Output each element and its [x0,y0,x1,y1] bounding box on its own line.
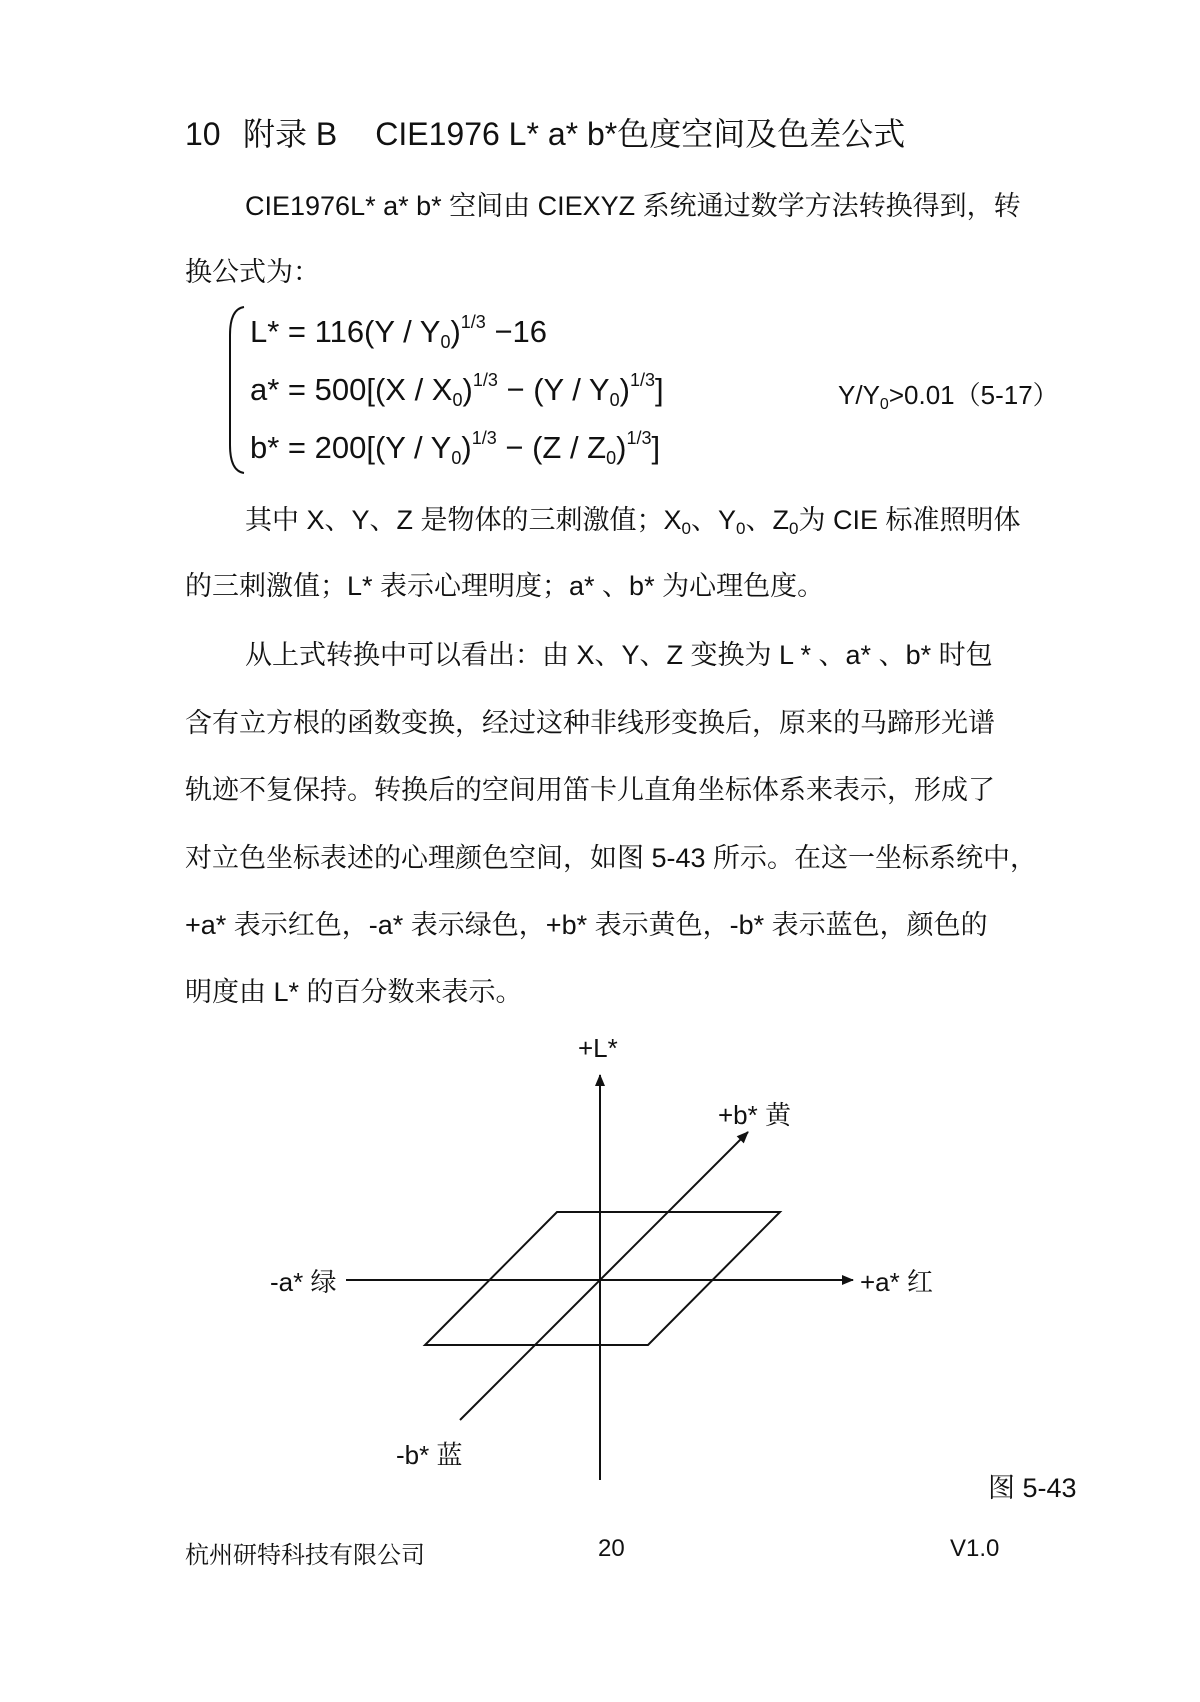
formula-condition: $Y/Y_0>0.01(5-17)$ [838,380,1059,413]
label-minus-a-green: -a* 绿 [270,1267,337,1297]
para2-line-1: 其中 X、Y、Z 是物体的三刺激值；$X_0$、$Y_0$、$Z_0$为 CIE 标准照明体 [245,505,1021,538]
para3-line-4: 对立色坐标表述的心理颜色空间，如图 5-43 所示。在这一坐标系统中， [185,843,1038,873]
para3-line-2: 含有立方根的函数变换，经过这种非线形变换后，原来的马蹄形光谱 [185,708,995,738]
para3-line-6: 明度由 L* 的百分数来表示。 [185,977,523,1007]
label-minus-b-blue: -b* 蓝 [396,1440,463,1470]
intro-line-1: CIE1976L* a* b* 空间由 CIEXYZ 系统通过数学方法转换得到，转 [245,191,1021,221]
footer-page-number: 20 [598,1535,625,1562]
figure-caption: 图 5-43 [988,1473,1077,1503]
formula-b: $b* = 200[(Y / Y_0)^{1/3} - (Z / Z_0)^{1/3}]$ [250,428,661,468]
para3-line-3: 轨迹不复保持。转换后的空间用笛卡儿直角坐标体系来表示，形成了 [185,775,995,805]
label-plus-L: +L* [578,1033,618,1063]
formula-L: $L* = 116(Y / Y_0)^{1/3} -16$ [250,312,548,352]
para3-line-1: 从上式转换中可以看出：由 X、Y、Z 变换为 L * 、a* 、b* 时包 [245,640,993,670]
footer-company: 杭州研特科技有限公司 [185,1542,425,1569]
label-plus-b-yellow: +b* 黄 [718,1100,791,1130]
b-axis [460,1132,748,1420]
para2-line-2: 的三刺激值；L* 表示心理明度；a* 、b* 为心理色度。 [185,571,825,601]
section-title: CIE1976 L* a* b*色度空间及色差公式 [375,116,906,152]
para3-line-5: +a* 表示红色，-a* 表示绿色，+b* 表示黄色，-b* 表示蓝色，颜色的 [185,910,988,940]
footer-version: V1.0 [950,1535,1000,1562]
formula-a: $a* = 500[(X / X_0)^{1/3} - (Y / Y_0)^{1/3}]$ [250,370,664,410]
label-plus-a-red: +a* 红 [860,1267,933,1297]
appendix-label: 附录 B [243,116,338,152]
intro-line-2: 换公式为： [185,257,320,287]
section-number: 10 [185,116,221,152]
